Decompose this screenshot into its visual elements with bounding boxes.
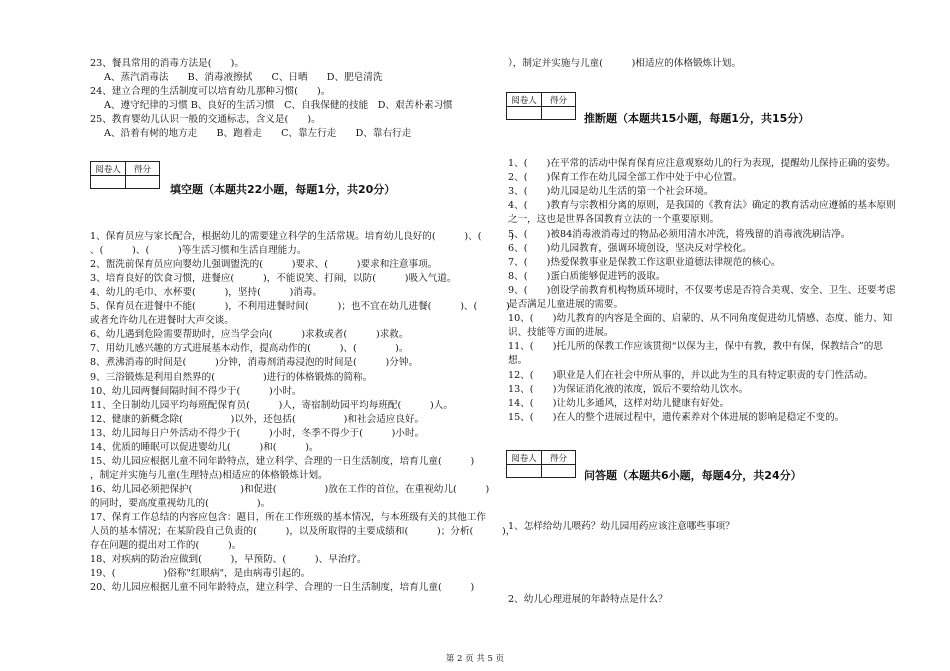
question-line: 14、优质的睡眠可以促进婴幼儿( )和( )。 [90,441,319,453]
question-line: 16、幼儿园必须把保护( )和促进( )放在工作的首位，在重视幼儿( ) [90,483,490,495]
question-line: 之一，这也是世界各国教育立法的一个重要原则。 [508,214,720,226]
question-line: ，制定并实施与儿童(生理特点)相适应的体格锻炼计划。 [90,469,328,481]
score-box-qa [506,450,576,478]
question-line: 8、煮沸消毒的时间是( )分钟，消毒剂消毒浸泡的时间是( )分钟。 [90,357,419,369]
qa-section-title: 问答题（本题共6小题，每题4分，共24分） [584,469,802,482]
question-line: 2、( )保育工作在幼儿园全部工作中处于中心位置。 [508,172,743,184]
question-25: 25、教育婴幼儿认识一般的交通标志，含义是( )。 [90,114,321,125]
qa-question-2: 2、幼儿心理进展的年龄特点是什么？ [508,594,668,605]
question-line: 3、培育良好的饮食习惯，进餐应( )，不能说笑、打闹，以防( )吸入气道。 [90,273,457,285]
question-line: 7、( )热爱保教事业是保教工作这职业道德法律规范的核心。 [508,256,781,268]
question-line: 20、幼儿园应根据儿童不同年龄特点，建立科学、合理的一日生活制度，培育儿童( ) [90,582,475,594]
question-line: 3、( )幼儿园是幼儿生活的第一个社会环境。 [508,186,714,198]
question-25-options: A、沿着有树的地方走 B、跑着走 C、靠左行走 D、靠右行走 [104,128,412,139]
question-line: 12、( )职业是人们在社会中所从事的，并以此为生的具有特定职责的专门性活动。 [508,369,874,381]
question-line: 是否满足儿童进展的需要。 [508,299,624,310]
score-label: 得分 [133,164,151,175]
question-line: 11、全日制幼儿园平均每班配保育员( )人，寄宿制幼园平均每班配( )人。 [90,399,453,411]
carry-over-line: ），制定并实施与儿童( )相适应的体格锻炼计划。 [508,58,741,69]
question-line: 13、( )为保证消化液的浓度，饭后不要给幼儿饮水。 [508,383,749,395]
score-label: 得分 [549,95,567,106]
question-line: 4、幼儿的毛巾、水杯要( )，坚持( )消毒。 [90,287,323,299]
score-box-judge [506,92,576,120]
question-line: 7、用幼儿感兴趣的方式进展基本动作，提高动作的( )、( )。 [90,343,409,355]
question-23: 23、餐具常用的消毒方法是( )。 [90,58,245,69]
page-footer: 第 2 页 共 5 页 [445,654,505,664]
question-line: 15、幼儿园应根据儿童不同年龄特点，建立科学、合理的一日生活制度，培育儿童( ) [90,455,475,467]
question-line: 9、( )创设学前教育机构物质环境时，不仅要考虑是否符合美观、安全、卫生、还要考虑 [508,284,896,296]
question-line: 9、三浴锻炼是利用自然界的( )进行的体格锻炼的简称。 [90,371,373,383]
question-line: 存在问题的提出对工作的( )。 [90,540,242,552]
question-line: 6、幼儿遇到危险需要帮助时，应当学会向( )求救或者( )求救。 [90,329,409,341]
reviewer-label: 阅卷人 [507,451,542,464]
score-box-fill [90,161,160,189]
score-label: 得分 [549,453,567,464]
question-line: 4、( )教育与宗教相分离的原则，是我国的《教育法》确定的教育活动应遵循的基本原则 [508,200,896,212]
question-23-options: A、蒸汽消毒法 B、消毒液擦拭 C、日晒 D、肥皂清洗 [104,72,383,83]
reviewer-label: 阅卷人 [91,162,126,175]
question-line: 1、保育员应与家长配合，根据幼儿的需要建立科学的生活常规。培育幼儿良好的( )、( ) [90,231,515,242]
question-line: 19、( )俗称"红眼病"，是由病毒引起的。 [90,568,311,580]
judge-section-title: 推断题（本题共15小题，每题1分，共15分） [584,112,810,125]
question-line: 12、健康的新概念除( )以外，还包括( )和社会适应良好。 [90,413,425,425]
question-24: 24、建立合理的生活制度可以培育幼儿那种习惯( )。 [90,86,331,97]
question-line: 14、( )让幼儿多通风，这样对幼儿健康有好处。 [508,397,730,409]
qa-question-1: 1、怎样给幼儿喂药？幼儿园用药应该注意哪些事项？ [508,521,735,532]
question-line: 1、( )在平常的活动中保育保育应注意观察幼儿的行为表现，提醒幼儿保持正确的姿势。 [508,158,896,169]
question-line: 8、( )蛋白质能够促进钙的汲取。 [508,270,666,282]
question-line: 的同时，要高度重视幼儿的( )。 [90,497,271,509]
question-line: 17、保育工作总结的内容应包含：题目，所在工作班级的基本情况，与本班级有关的其他工作 [90,512,486,523]
reviewer-label: 阅卷人 [507,93,542,106]
question-line: 识、技能等方面的进展。 [508,327,614,339]
question-line: 或者允许幼儿在进餐时大声交谈。 [90,315,234,327]
question-line: 11、( )托儿所的保教工作应该贯彻“以保为主，保中有教，教中有保，保教结合”的思 [508,341,883,353]
question-24-options: A、遵守纪律的习惯 B、良好的生活习惯 C、自我保健的技能 D、艰苦朴素习惯 [104,100,453,111]
question-line: 5、( )被84消毒液消毒过的物品必须用清水冲洗，将残留的消毒液洗刷洁净。 [508,228,851,240]
fill-section-title: 填空题（本题共22小题，每题1分，共20分） [170,183,396,196]
question-line: 10、幼儿园两餐间隔时间不得少于( )小时。 [90,385,302,397]
question-line: 18、对疾病的防治应做到( )，早预防、( )、早治疗。 [90,554,367,566]
question-line: 10、( )幼儿教育的内容是全面的、启蒙的、从不同角度促进幼儿情感、态度、能力、知 [508,313,893,325]
question-line: 人员的基本情况；在某阶段自己负责的( )，以及所取得的主要成绩和( )；分析( )， [90,526,516,538]
question-line: 、( )、( )等生活习惯和生活自理能力。 [90,245,307,257]
question-line: 15、( )在人的整个进展过程中，遗传素养对个体进展的影响是稳定不变的。 [508,411,845,423]
question-line: 5、保育员在进餐中不能( )，不利用进餐时间( )；也不宜在幼儿进餐( )、( ) [90,301,510,313]
question-line: 6、( )幼儿园教育，强调环境创设，坚决反对学校化。 [508,242,752,254]
question-line: 想。 [508,355,528,367]
question-line: 2、盥洗前保育员应向婴幼儿强调盥洗的( )要求、( )要求和注意事项。 [90,259,438,271]
question-line: 13、幼儿园每日户外活动不得少于( )小时，冬季不得少于( )小时。 [90,427,425,439]
